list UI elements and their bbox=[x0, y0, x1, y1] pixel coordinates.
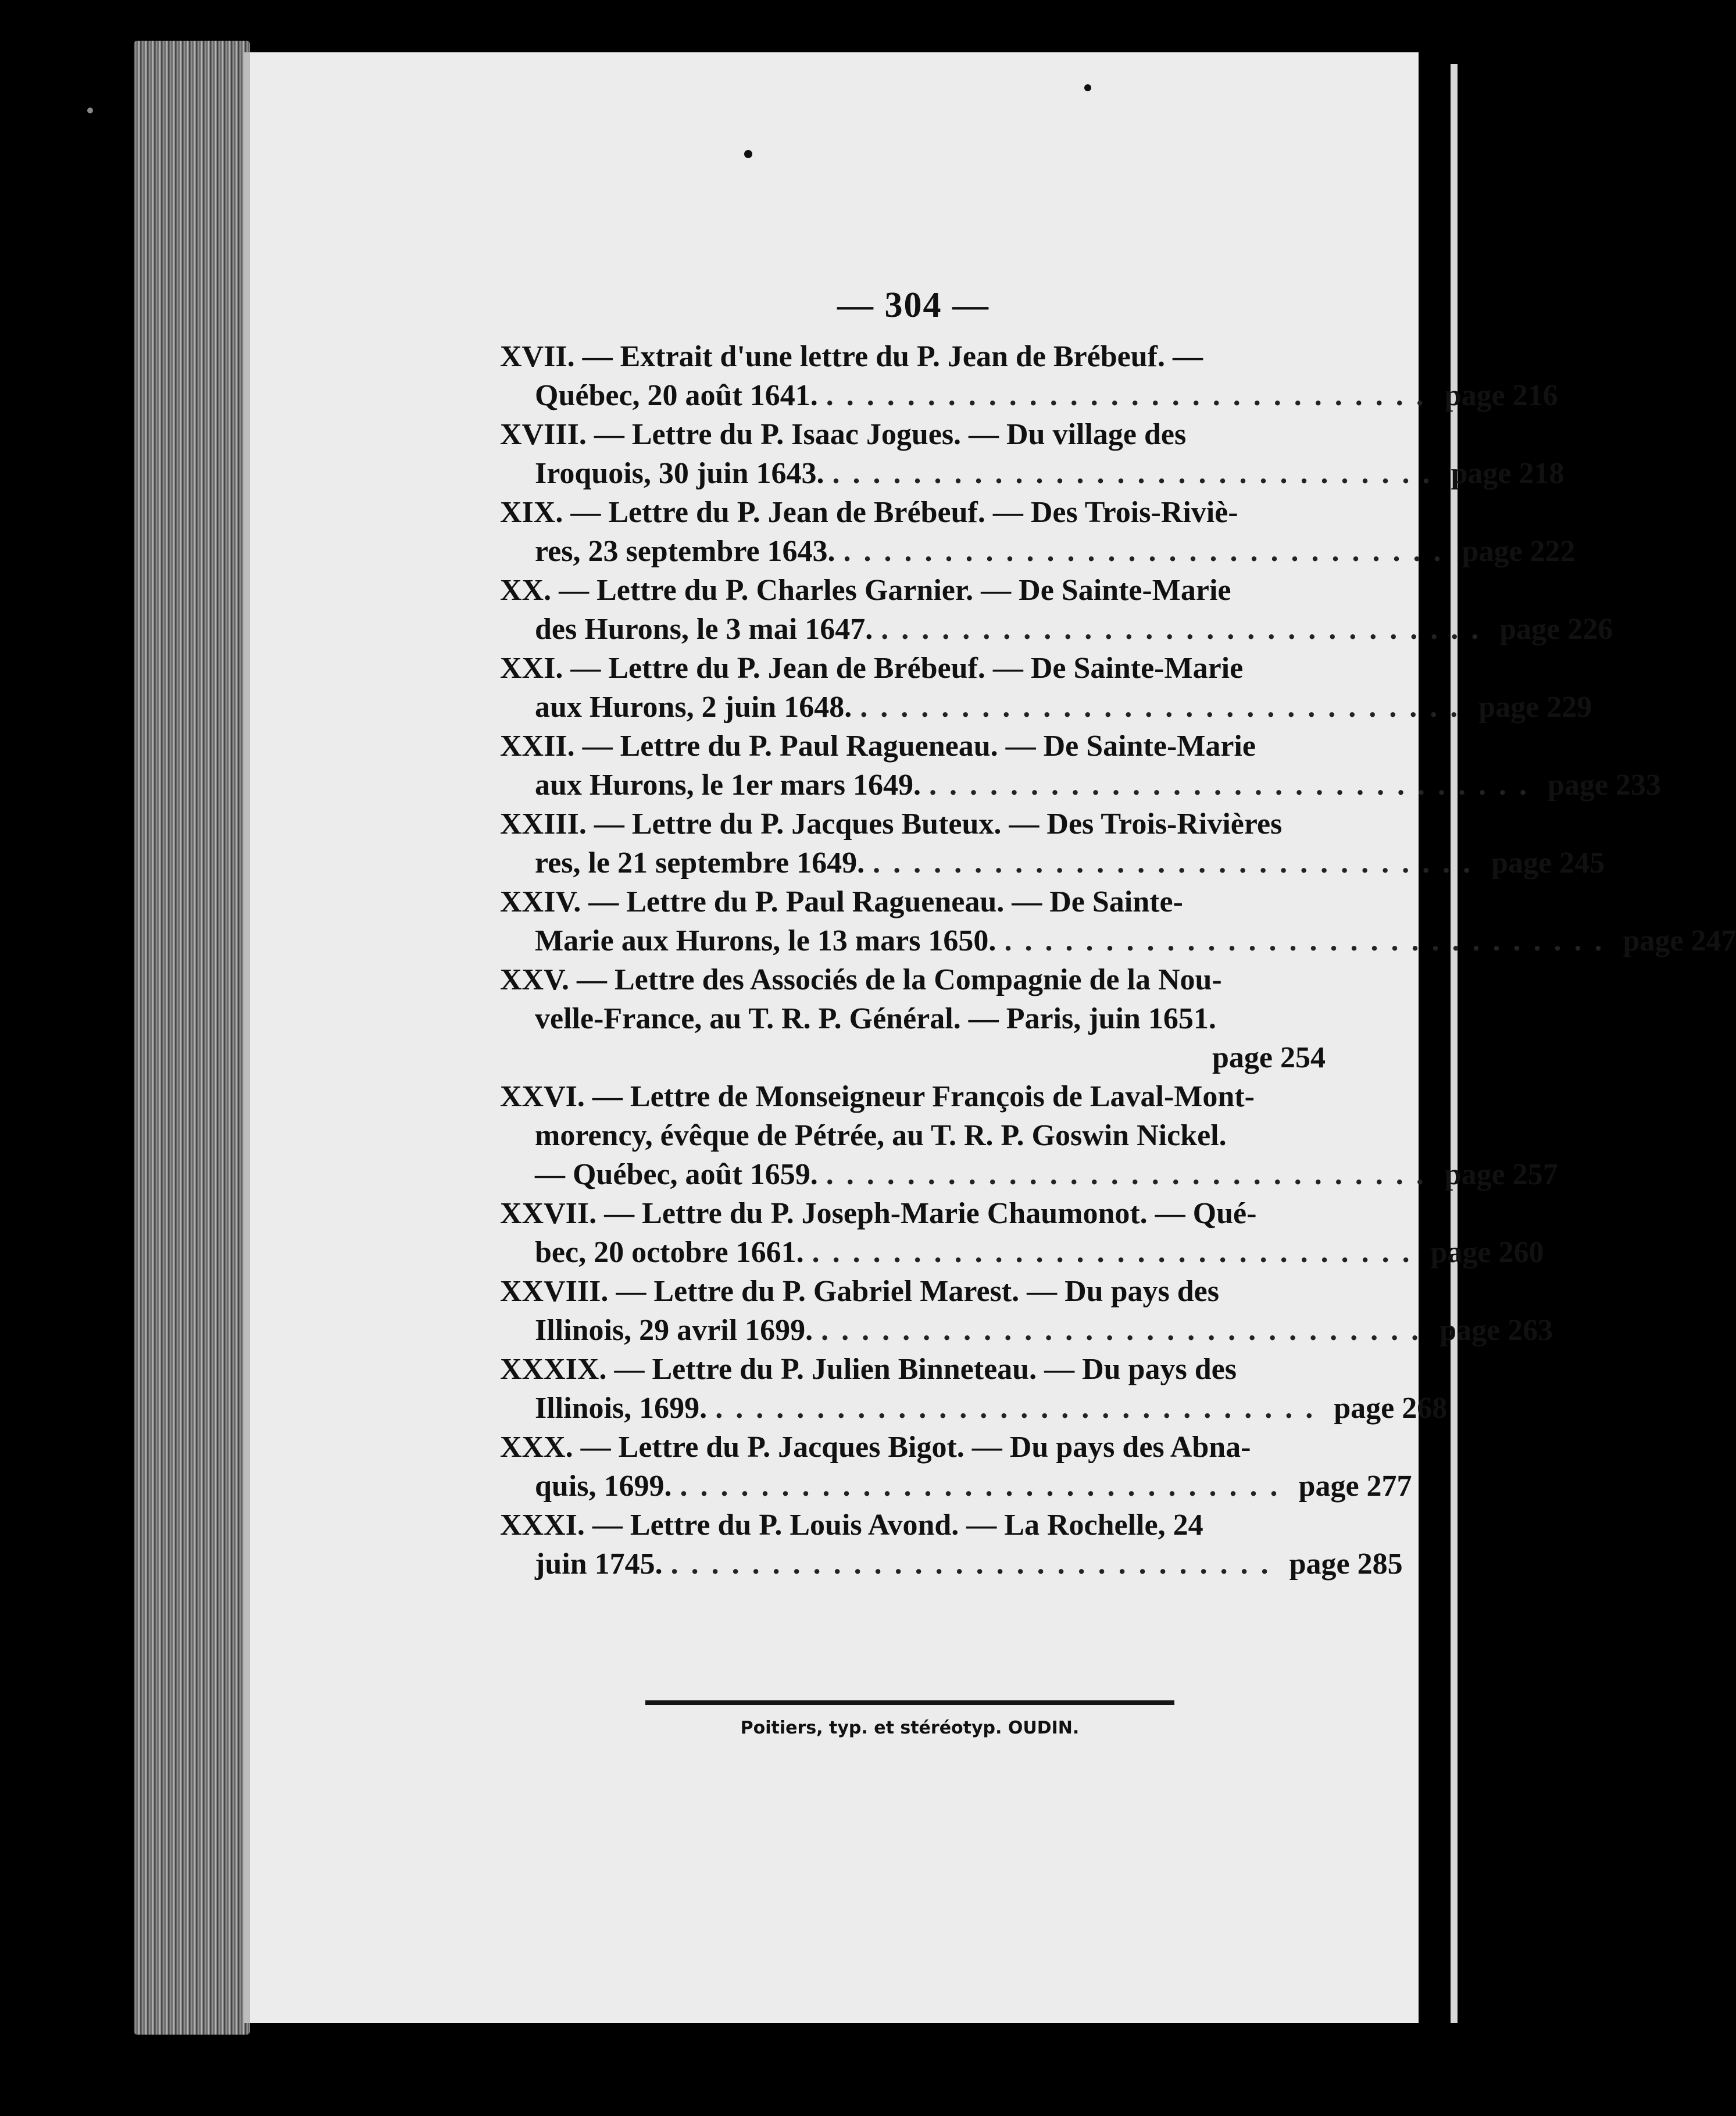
toc-entry-place-date: Illinois, 1699. bbox=[535, 1392, 708, 1425]
toc-entry bbox=[500, 1194, 1544, 1272]
dot-leader: .............................. bbox=[873, 846, 1484, 880]
toc-entry-page-ref: page 277 bbox=[1298, 1470, 1412, 1503]
toc-entry-title-line: XXII. — Lettre du P. Paul Ragueneau. — De Sainte-Marie bbox=[500, 730, 1256, 763]
dot-leader: .............................. bbox=[826, 379, 1437, 412]
toc-entry-page-line bbox=[500, 843, 1605, 882]
ink-speck bbox=[87, 108, 93, 113]
toc-entry-title-line: XXIII. — Lettre du P. Jacques Buteux. — Des Trois-Rivières bbox=[500, 807, 1283, 841]
toc-entry-title-line: XXXI. — Lettre du P. Louis Avond. — La Rochelle, 24 bbox=[500, 1509, 1203, 1542]
toc-entry bbox=[500, 1350, 1448, 1428]
toc-entry-place-date: des Hurons, le 3 mai 1647. bbox=[535, 613, 873, 646]
toc-entry-title-line: XXVII. — Lettre du P. Joseph-Marie Chaumonot. — Qué- bbox=[500, 1197, 1257, 1230]
toc-entry-page-ref: page 263 bbox=[1439, 1314, 1553, 1347]
toc-entry-page-ref: page 222 bbox=[1462, 535, 1576, 568]
toc-entry-page-ref: page 254 bbox=[1212, 1041, 1326, 1074]
toc-entry bbox=[500, 571, 1613, 649]
toc-entry-title-line: XXVIII. — Lettre du P. Gabriel Marest. — Du pays des bbox=[500, 1275, 1219, 1308]
toc-entry bbox=[500, 1077, 1558, 1194]
toc-entry bbox=[500, 493, 1576, 571]
dot-leader: .............................. bbox=[670, 1547, 1281, 1581]
toc-entry-place-date: res, 23 septembre 1643. bbox=[535, 535, 835, 568]
dot-leader: .............................. bbox=[680, 1470, 1291, 1503]
toc-entry-page-ref: page 260 bbox=[1430, 1236, 1544, 1269]
toc-entry-page-ref: page 247 bbox=[1623, 924, 1736, 957]
toc-entry-title-line: XXXIX. — Lettre du P. Julien Binneteau. — Du pays des bbox=[500, 1353, 1237, 1386]
ink-speck bbox=[744, 150, 752, 158]
toc-entry-page-line bbox=[500, 688, 1592, 727]
ink-speck bbox=[1084, 84, 1091, 91]
toc-entry-place-date: juin 1745. bbox=[535, 1547, 663, 1581]
printer-imprint: Poitiers, typ. et stéréotyp. OUDIN. bbox=[740, 1718, 1080, 1738]
toc-entry-place-date: bec, 20 octobre 1661. bbox=[535, 1236, 804, 1269]
page-margin-shadow bbox=[1451, 64, 1458, 2023]
dot-leader: .............................. bbox=[832, 457, 1443, 490]
dot-leader: .............................. bbox=[826, 1158, 1437, 1191]
toc-entry bbox=[500, 649, 1592, 727]
toc-entry-place-date: res, le 21 septembre 1649. bbox=[535, 846, 865, 880]
toc-entry-page-line bbox=[500, 1038, 1326, 1077]
toc-entry-place-date: quis, 1699. bbox=[535, 1470, 672, 1503]
toc-entry-page-line bbox=[500, 766, 1661, 805]
toc-entry bbox=[500, 960, 1326, 1077]
toc-entry-place-date: — Québec, août 1659. bbox=[535, 1158, 818, 1191]
dot-leader: .............................. bbox=[715, 1392, 1326, 1425]
toc-entry-title-line: XXI. — Lettre du P. Jean de Brébeuf. — De Sainte-Marie bbox=[500, 652, 1244, 685]
toc-entry-page-line bbox=[500, 1233, 1544, 1272]
toc-entry-page-line bbox=[500, 921, 1736, 960]
toc-entry-page-line bbox=[500, 1155, 1558, 1194]
toc-entry-place-date: aux Hurons, 2 juin 1648. bbox=[535, 691, 852, 724]
toc-entry-title-line: XXV. — Lettre des Associés de la Compagnie de la Nou- bbox=[500, 963, 1222, 996]
toc-entry-place-date: Iroquois, 30 juin 1643. bbox=[535, 457, 824, 490]
toc-entry-page-line bbox=[500, 1311, 1553, 1350]
toc-entry bbox=[500, 1428, 1412, 1506]
toc-entry-title-line: XVIII. — Lettre du P. Isaac Jogues. — Du village des bbox=[500, 418, 1187, 451]
toc-entry-page-line bbox=[500, 1467, 1412, 1506]
dot-leader: .............................. bbox=[812, 1236, 1423, 1269]
dot-leader: .............................. bbox=[881, 613, 1492, 646]
toc-entry-title-line: XXIV. — Lettre du P. Paul Ragueneau. — De Sainte- bbox=[500, 885, 1183, 918]
book-page-edges bbox=[134, 41, 250, 2035]
toc-entry-page-line bbox=[500, 532, 1576, 571]
toc-entry-place-date: Illinois, 29 avril 1699. bbox=[535, 1314, 813, 1347]
page-number: — 304 — bbox=[837, 285, 990, 325]
toc-entry-title-line: velle-France, au T. R. P. Général. — Paris, juin 1651. bbox=[535, 1002, 1216, 1035]
toc-entry-place-date: Québec, 20 août 1641. bbox=[535, 379, 818, 412]
toc-entry-place-date: aux Hurons, le 1er mars 1649. bbox=[535, 769, 921, 802]
toc-entry-place-date: Marie aux Hurons, le 13 mars 1650. bbox=[535, 924, 996, 957]
toc-entry-title-line: XXX. — Lettre du P. Jacques Bigot. — Du pays des Abna- bbox=[500, 1431, 1251, 1464]
toc-entry-page-line bbox=[500, 454, 1564, 493]
toc-entry bbox=[500, 1506, 1403, 1584]
toc-entry-page-ref: page 285 bbox=[1289, 1547, 1403, 1581]
toc-entry-page-ref: page 257 bbox=[1444, 1158, 1558, 1191]
toc-entry bbox=[500, 727, 1661, 805]
toc-entry bbox=[500, 882, 1736, 960]
toc-entry-title-line: XX. — Lettre du P. Charles Garnier. — De Sainte-Marie bbox=[500, 574, 1231, 607]
toc-entry bbox=[500, 337, 1558, 415]
dot-leader: .............................. bbox=[860, 691, 1471, 724]
toc-entry-page-ref: page 226 bbox=[1499, 613, 1613, 646]
toc-entry bbox=[500, 1272, 1553, 1350]
toc-entry-page-ref: page 229 bbox=[1478, 691, 1592, 724]
toc-entry-page-line bbox=[500, 610, 1613, 649]
toc-entry-page-ref: page 233 bbox=[1547, 769, 1661, 802]
toc-entry-page-line bbox=[500, 1545, 1403, 1584]
footer-rule bbox=[645, 1700, 1174, 1705]
dot-leader: .............................. bbox=[928, 769, 1539, 802]
toc-entry bbox=[500, 805, 1605, 882]
toc-entry-title-line: XVII. — Extrait d'une lettre du P. Jean de Brébeuf. — bbox=[500, 340, 1203, 373]
dot-leader: .............................. bbox=[843, 535, 1454, 568]
toc-entry-page-ref: page 268 bbox=[1334, 1392, 1448, 1425]
toc-entry bbox=[500, 415, 1564, 493]
toc-entry-page-ref: page 245 bbox=[1491, 846, 1605, 880]
toc-entry-title-line: XIX. — Lettre du P. Jean de Brébeuf. — Des Trois-Riviè- bbox=[500, 496, 1238, 529]
toc-entry-page-line bbox=[500, 376, 1558, 415]
toc-entry-title-line: XXVI. — Lettre de Monseigneur François de Laval-Mont- bbox=[500, 1080, 1255, 1113]
toc-entry-title-line: morency, évêque de Pétrée, au T. R. P. Goswin Nickel. bbox=[535, 1119, 1227, 1152]
table-of-contents bbox=[500, 337, 1736, 1584]
toc-entry-page-line bbox=[500, 1389, 1448, 1428]
toc-entry-page-ref: page 218 bbox=[1451, 457, 1564, 490]
toc-entry-page-ref: page 216 bbox=[1444, 379, 1558, 412]
dot-leader: .............................. bbox=[821, 1314, 1432, 1347]
dot-leader: .............................. bbox=[1004, 924, 1615, 957]
